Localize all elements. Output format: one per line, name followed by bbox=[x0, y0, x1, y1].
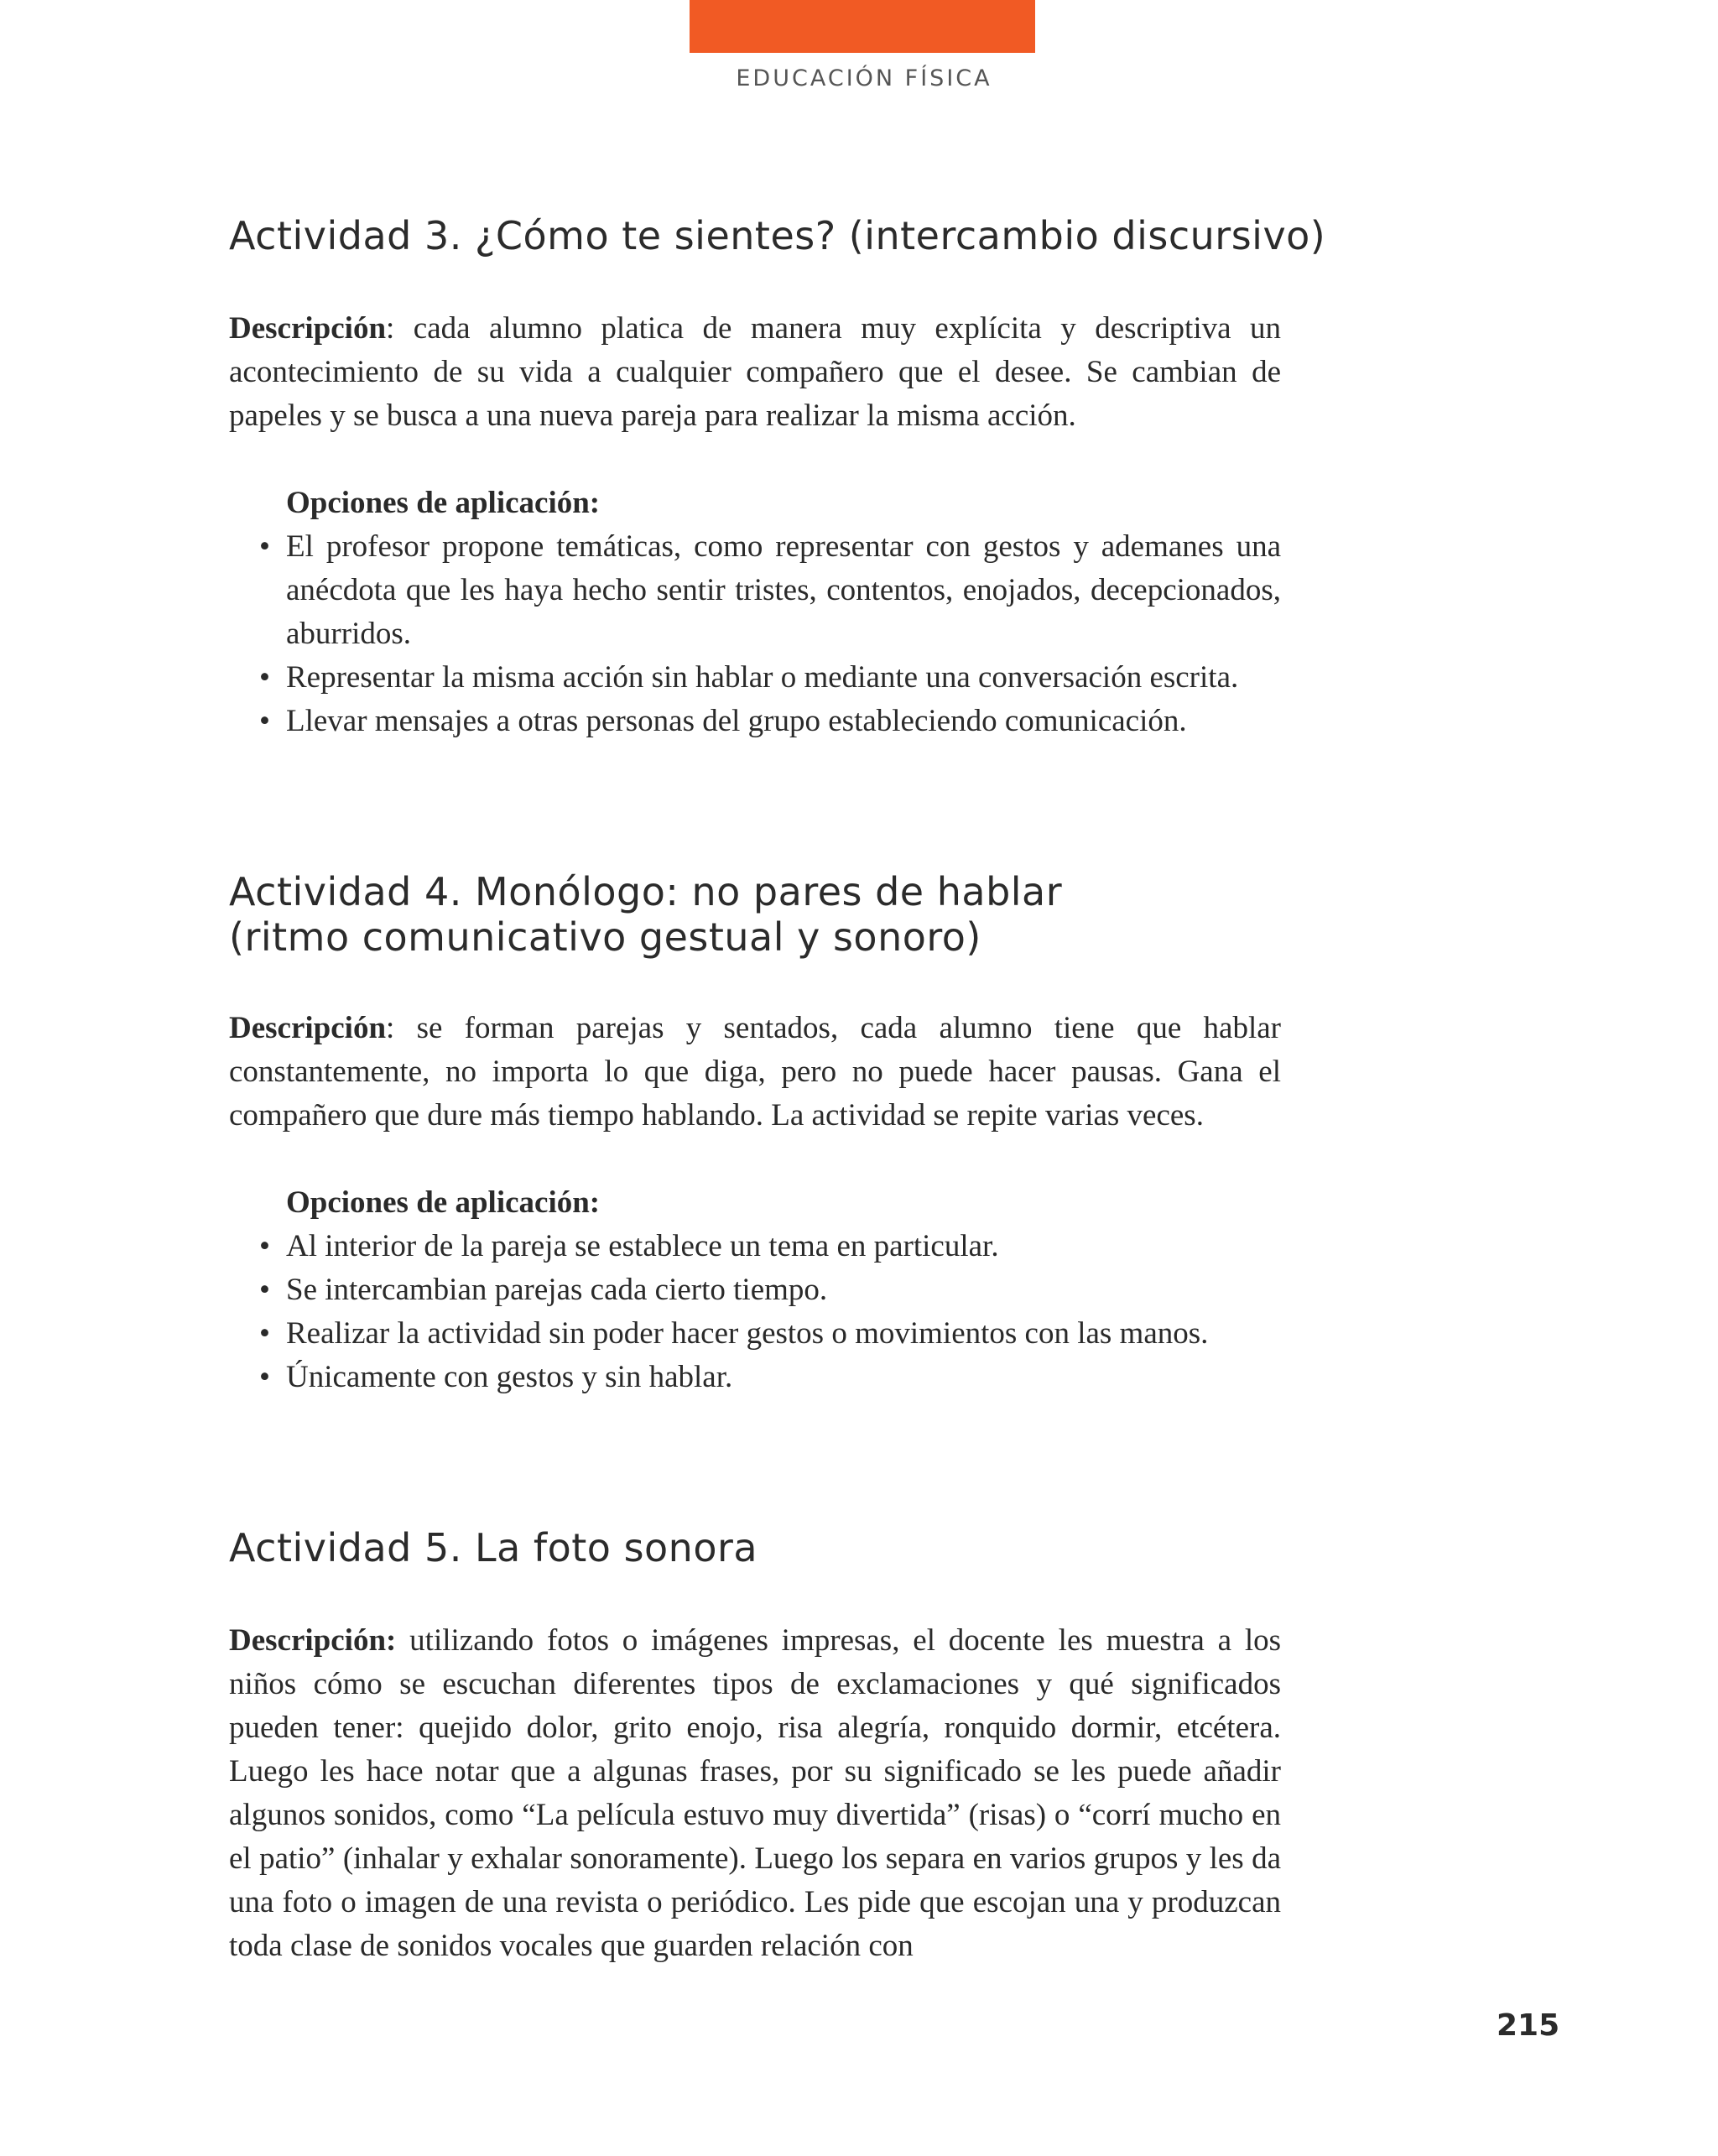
activity-4-title: Actividad 4. Monólogo: no pares de hablar (ritmo comunicativo gestual y sonoro) bbox=[229, 869, 1063, 960]
activity-3-description bbox=[229, 307, 1281, 438]
activity-4-description bbox=[229, 1007, 1281, 1138]
activity-5-title: Actividad 5. La foto sonora bbox=[229, 1525, 758, 1570]
list-item: • El profesor propone temáticas, como representar con gestos y ademanes una anécdota que les haya hecho sentir tristes, contentos, enojados, decepcionados, aburridos. bbox=[259, 525, 1281, 656]
activity-4-options-list bbox=[259, 1225, 1281, 1399]
activity-3-title: Actividad 3. ¿Cómo te sientes? (intercambio discursivo) bbox=[229, 213, 1326, 258]
bullet-icon: • bbox=[259, 1273, 270, 1307]
activity-4-options-title: Opciones de aplicación: bbox=[286, 1185, 601, 1220]
activity-3-options-list bbox=[259, 525, 1281, 743]
running-head: EDUCACIÓN FÍSICA bbox=[736, 65, 992, 91]
bullet-icon: • bbox=[259, 660, 270, 695]
list-item: • Se intercambian parejas cada cierto tiempo. bbox=[259, 1268, 1281, 1312]
list-item: • Representar la misma acción sin hablar o mediante una conversación escrita. bbox=[259, 656, 1281, 700]
bullet-icon: • bbox=[259, 1316, 270, 1351]
description-text: : cada alumno platica de manera muy explícita y descriptiva un acontecimiento de su vida a cualquier compañero que el desee. Se cambian de papeles y se busca a una nueva pareja para realizar la misma acción. bbox=[229, 311, 1281, 433]
bullet-icon: • bbox=[259, 704, 270, 738]
description-label: Descripción bbox=[229, 1011, 387, 1045]
list-item: • Al interior de la pareja se establece un tema en particular. bbox=[259, 1225, 1281, 1268]
activity-3-options-title: Opciones de aplicación: bbox=[286, 486, 601, 520]
description-text: utilizando fotos o imágenes impresas, el docente les muestra a los niños cómo se escuchan diferentes tipos de exclamaciones y qué significados pueden tener: quejido dolor, grito enojo, risa alegría, ronquido dormir, etcétera. Luego les hace notar que a algunas frases, por su significado se les puede añadir algunos sonidos, como “La película estuvo muy divertida” (risas) o “corrí mucho en el patio” (inhalar y exhalar sonoramente). Luego los separa en varios grupos y les da una foto o imagen de una revista o periódico. Les pide que escojan una y produzcan toda clase de sonidos vocales que guarden relación con bbox=[229, 1623, 1281, 1963]
description-label: Descripción bbox=[229, 311, 387, 346]
bullet-icon: • bbox=[259, 1360, 270, 1394]
bullet-icon: • bbox=[259, 1229, 270, 1263]
bullet-icon: • bbox=[259, 529, 270, 564]
description-text: : se forman parejas y sentados, cada alumno tiene que hablar constantemente, no importa lo que diga, pero no puede hacer pausas. Gana el compañero que dure más tiempo hablando. La actividad se repite varias veces. bbox=[229, 1011, 1281, 1133]
list-item: • Llevar mensajes a otras personas del grupo estableciendo comunicación. bbox=[259, 700, 1281, 743]
list-item: • Únicamente con gestos y sin hablar. bbox=[259, 1356, 1281, 1399]
list-item: • Realizar la actividad sin poder hacer gestos o movimientos con las manos. bbox=[259, 1312, 1281, 1356]
page-number: 215 bbox=[1497, 2008, 1560, 2043]
header-accent-bar bbox=[690, 0, 1035, 53]
description-label: Descripción: bbox=[229, 1623, 397, 1658]
activity-5-description bbox=[229, 1619, 1281, 1968]
